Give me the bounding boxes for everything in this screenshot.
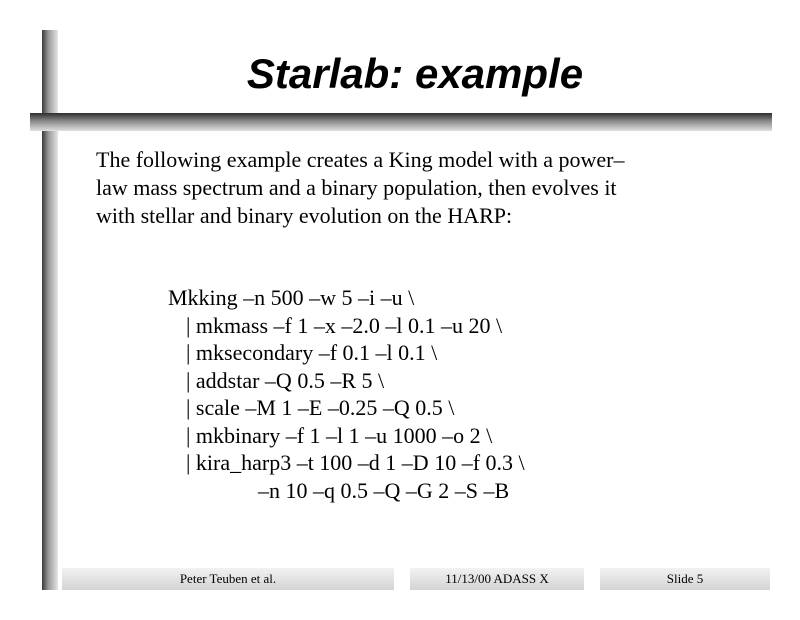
command-line: | kira_harp3 –t 100 –d 1 –D 10 –f 0.3 \ xyxy=(186,450,525,475)
title-divider xyxy=(30,113,772,131)
command-line: Mkking –n 500 –w 5 –i –u \ xyxy=(168,285,415,310)
command-line: –n 10 –q 0.5 –Q –G 2 –S –B xyxy=(258,477,510,503)
command-line: | addstar –Q 0.5 –R 5 \ xyxy=(186,367,385,393)
intro-line: law mass spectrum and a binary population, then evolves it xyxy=(96,175,617,200)
footer-slide-number: Slide 5 xyxy=(600,568,770,590)
command-line: | mksecondary –f 0.1 –l 0.1 \ xyxy=(186,340,438,365)
intro-line: The following example creates a King model with a power– xyxy=(96,147,625,172)
command-pipeline xyxy=(168,284,525,504)
command-line: | mkbinary –f 1 –l 1 –u 1000 –o 2 \ xyxy=(186,422,493,448)
command-line: | mkmass –f 1 –x –2.0 –l 0.1 –u 20 \ xyxy=(186,312,503,338)
intro-paragraph xyxy=(96,146,736,230)
intro-line: with stellar and binary evolution on the HARP: xyxy=(96,203,513,228)
slide-title: Starlab: example xyxy=(246,50,584,97)
command-line: | scale –M 1 –E –0.25 –Q 0.5 \ xyxy=(186,395,455,420)
footer-date: 11/13/00 ADASS X xyxy=(410,568,584,590)
footer-author: Peter Teuben et al. xyxy=(62,568,394,590)
